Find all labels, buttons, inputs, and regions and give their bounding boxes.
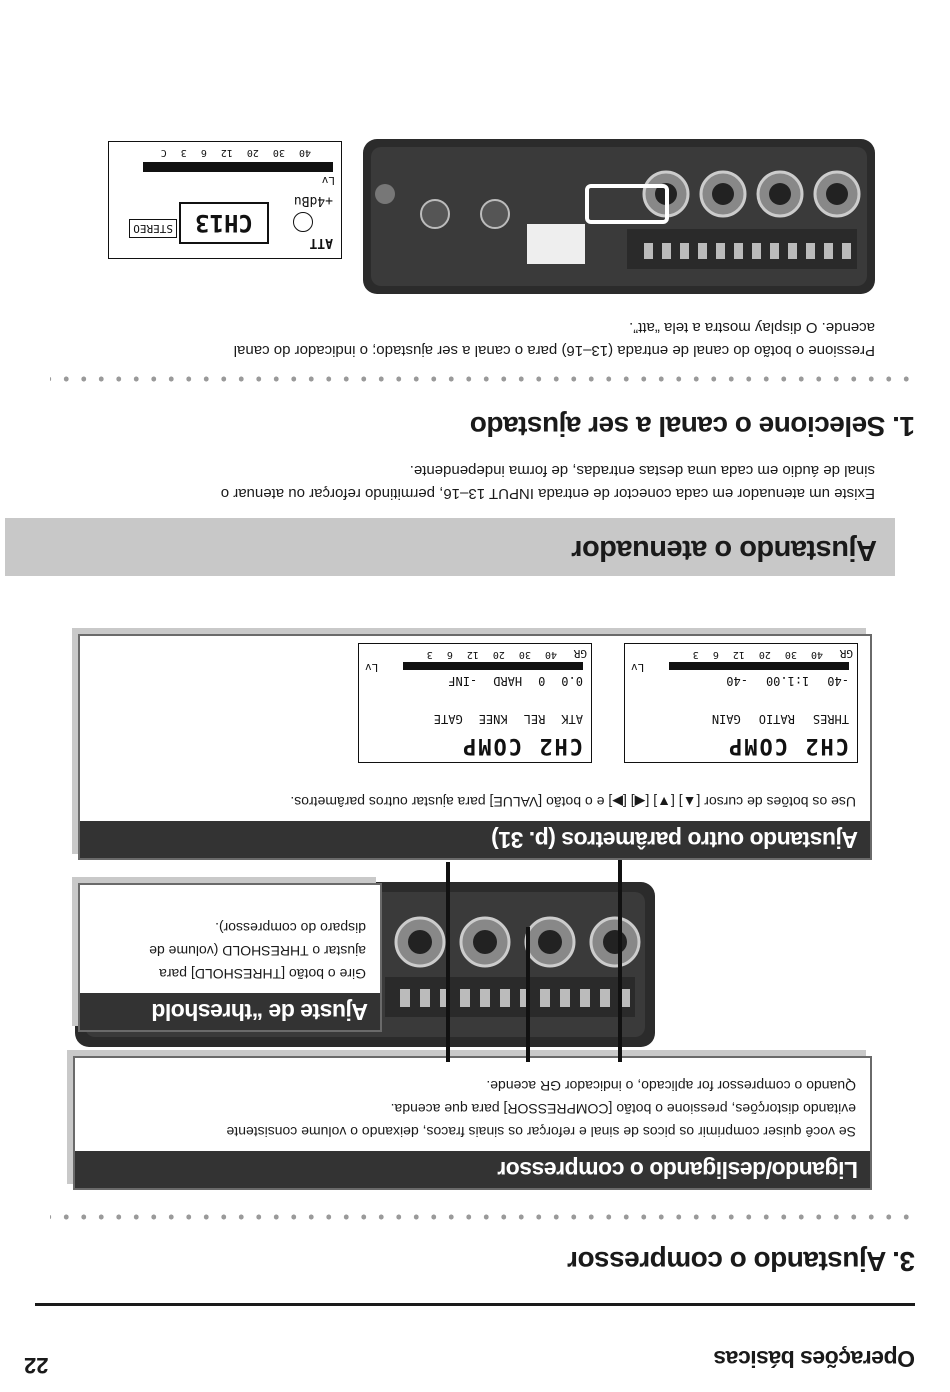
lcd-compressor-2 xyxy=(358,643,592,763)
lcd-att-scale-6: C xyxy=(160,147,167,158)
lcd2-scale-2: 20 xyxy=(492,649,505,660)
lcd-att-label: ATT xyxy=(309,235,333,250)
box-threshold-line1: Gire o botão [THRESHOLD] para xyxy=(159,966,366,982)
section-header: Operações básicas xyxy=(713,1346,915,1372)
lcd2-value-3: -INF xyxy=(448,674,478,688)
lcd1-value-1: 1:1.00 xyxy=(765,674,810,688)
lcd1-level-bar xyxy=(669,662,849,670)
lcd2-param-3: GATE xyxy=(433,712,463,726)
header-rule xyxy=(35,1303,915,1306)
lcd2-scale-4: 6 xyxy=(446,649,453,660)
step1-body-line2: acende. O display mostra a tela “att”. xyxy=(629,319,875,336)
lcd2-lv: Lv xyxy=(365,661,379,674)
box-threshold-title: Ajuste de “threshold xyxy=(80,993,380,1030)
lcd-att-scale-2: 20 xyxy=(246,147,259,158)
lcd2-value-2: HARD xyxy=(493,674,523,688)
attenuator-intro-line2: sinal de áudio em cada uma destas entradas, de forma independente. xyxy=(409,462,875,479)
box-threshold-line3: disparo do compressor). xyxy=(215,920,366,936)
lcd1-value-2: -40 xyxy=(726,674,748,688)
lcd-att-scale-5: 3 xyxy=(180,147,187,158)
lcd1-scale-1: 30 xyxy=(784,649,797,660)
lcd1-param-1: RATIO xyxy=(758,712,795,726)
dotted-divider xyxy=(50,1214,915,1220)
lcd2-scale-3: 12 xyxy=(466,649,479,660)
lcd-att-level-bar xyxy=(143,162,333,172)
device2-svg xyxy=(363,139,875,294)
box-onoff xyxy=(73,1056,872,1190)
lcd-attenuator xyxy=(108,141,342,259)
lcd2-scale-0: 40 xyxy=(544,649,557,660)
box-onoff-line1: Se você quiser comprimir os picos de sinal e reforçar os sinais fracos, deixando o volume consistente xyxy=(226,1124,856,1140)
lcd2-scale-5: 3 xyxy=(426,649,433,660)
box-threshold-line2: ajustar o THRESHOLD (volume de xyxy=(149,943,366,959)
box-other-params xyxy=(78,634,872,860)
attenuator-intro xyxy=(75,459,875,505)
lcd1-lv: Lv xyxy=(631,661,645,674)
lcd-att-scale-0: 40 xyxy=(298,147,311,158)
box-onoff-line3: Quando o compressor for aplicado, o indicador GR acende. xyxy=(486,1078,856,1094)
banner-attenuator: Ajustando o atenuador xyxy=(5,518,895,576)
step1-body xyxy=(75,316,875,362)
lcd-att-channel: CH13 xyxy=(179,202,269,244)
box-onoff-title: Ligando/desligando o compressor xyxy=(75,1151,870,1188)
heading-compressor: 3. Ajustando o compressor xyxy=(567,1246,915,1277)
callout-line-2 xyxy=(526,927,530,1062)
lcd2-scale-1: 30 xyxy=(518,649,531,660)
lcd2-value-0: 0.0 xyxy=(561,674,583,688)
lcd2-title: CH2 COMP xyxy=(461,733,583,758)
device-image-attenuator xyxy=(363,139,875,294)
lcd-att-stereo: STEREO xyxy=(129,219,177,238)
lcd2-param-0: ATK xyxy=(561,712,583,726)
page-number: 22 xyxy=(24,1353,49,1378)
lcd1-scale-0: 40 xyxy=(810,649,823,660)
dotted-divider-2 xyxy=(50,376,915,382)
lcd1-param-0: THRES xyxy=(812,712,849,726)
box-other-body: Use os botões de cursor [▲] [▼] [◀] [▶] e o botão [VALUE] para ajustar outros parâmetros. xyxy=(290,794,856,810)
lcd2-value-1: 0 xyxy=(538,674,546,688)
lcd1-gr: GR xyxy=(839,647,853,660)
lcd1-param-2: GAIN xyxy=(711,712,741,726)
lcd-att-scale-1: 30 xyxy=(272,147,285,158)
step1-body-line1: Pressione o botão do canal de entrada (13–16) para o canal a ser ajustado; o indicador do canal xyxy=(233,342,875,359)
lcd-att-scale-4: 6 xyxy=(200,147,207,158)
box-threshold xyxy=(78,883,382,1032)
attenuator-intro-line1: Existe um atenuador em cada conector de entrada INPUT 13–16, permitindo reforçar ou atenuar o xyxy=(220,485,875,502)
lcd-att-value: +4dBu xyxy=(293,193,333,208)
lcd-att-lv: Lv xyxy=(321,174,335,187)
lcd2-level-bar xyxy=(403,662,583,670)
lcd1-scale-3: 12 xyxy=(732,649,745,660)
box-other-title: Ajustando outro parâmetros (p. 31) xyxy=(80,821,870,858)
lcd2-param-1: REL xyxy=(523,712,546,726)
knob-icon xyxy=(293,212,313,232)
heading-step1: 1. Selecione o canal a ser ajustado xyxy=(470,411,915,442)
callout-line-3 xyxy=(446,862,450,1062)
lcd-compressor-1 xyxy=(624,643,858,763)
box-onoff-line2: evitando distorções, pressione o botão [COMPRESSOR] para que acenda. xyxy=(390,1101,856,1117)
lcd1-scale-5: 3 xyxy=(692,649,699,660)
lcd1-value-0: -40 xyxy=(827,674,849,688)
lcd2-gr: GR xyxy=(573,647,587,660)
lcd1-title: CH2 COMP xyxy=(727,733,849,758)
lcd-att-scale-3: 12 xyxy=(220,147,233,158)
lcd1-scale-4: 6 xyxy=(712,649,719,660)
callout-line-1 xyxy=(618,847,622,1062)
lcd1-scale-2: 20 xyxy=(758,649,771,660)
lcd2-param-2: KNEE xyxy=(478,712,508,726)
